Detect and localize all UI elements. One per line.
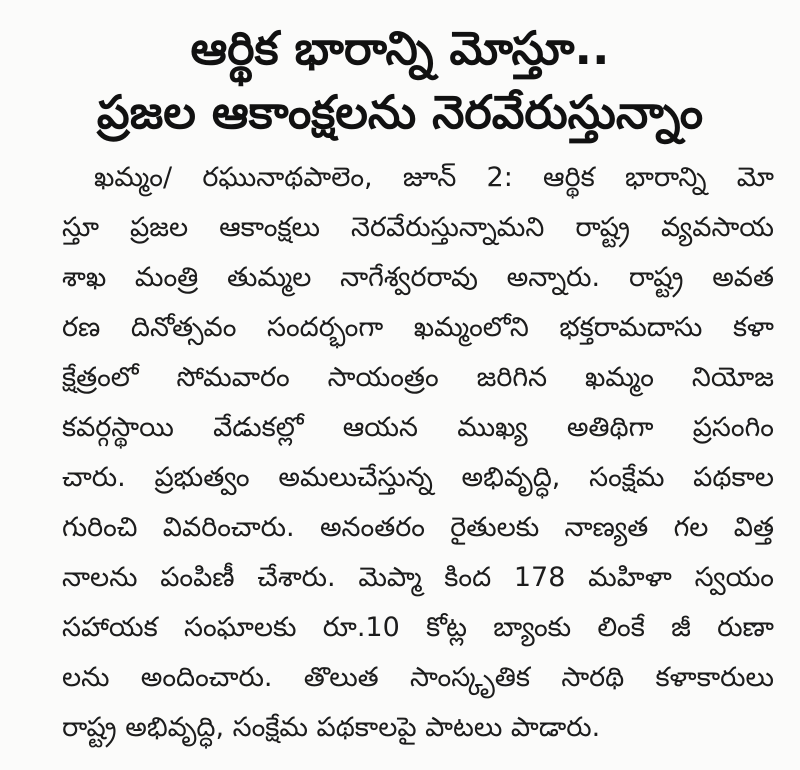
body-line: సహాయక సంఘాలకు రూ.10 కోట్ల బ్యాంకు లింకే జీ రుణా [62,612,774,643]
body-line: క్షేత్రంలో సోమవారం సాయంత్రం జరిగిన ఖమ్మం నియోజ [62,362,774,393]
body-line: నాలను పంపిణీ చేశారు. మెప్మా కింద 178 మహిళా స్వయం [62,562,774,593]
body-line: గురించి వివరించారు. అనంతరం రైతులకు నాణ్యత గల విత్త [62,512,774,543]
body-line: శాఖ మంత్రి తుమ్మల నాగేశ్వరరావు అన్నారు. రాష్ట్ర అవత [62,262,774,293]
body-line: చారు. ప్రభుత్వం అమలుచేస్తున్న అభివృద్ధి, సంక్షేమ పథకాల [62,462,774,493]
article-body [62,153,774,753]
body-line: లను అందించారు. తొలుత సాంస్కృతిక సారథి కళాకారులు [62,662,774,693]
body-line: కవర్గస్థాయి వేడుకల్లో ఆయన ముఖ్య అతిథిగా ప్రసంగిం [62,412,774,443]
body-line: రాష్ట్ర అభివృద్ధి, సంక్షేమ పథకాలపై పాటలు పాడారు. [62,712,601,743]
headline-line-1: ఆర్థిక భారాన్ని మోస్తూ.. [190,21,610,75]
body-line: స్తూ ప్రజల ఆకాంక్షలు నెరవేరుస్తున్నామని రాష్ట్ర వ్యవసాయ [62,212,774,243]
body-line: రణ దినోత్సవం సందర్భంగా ఖమ్మంలోని భక్తరామదాసు కళా [62,312,774,343]
body-line: ఖమ్మం/ రఘునాథపాలెం, జూన్ 2: ఆర్థిక భారాన్ని మో [94,162,774,193]
headline-line-2: ప్రజల ఆకాంక్షలను నెరవేరుస్తున్నాం [96,85,704,139]
